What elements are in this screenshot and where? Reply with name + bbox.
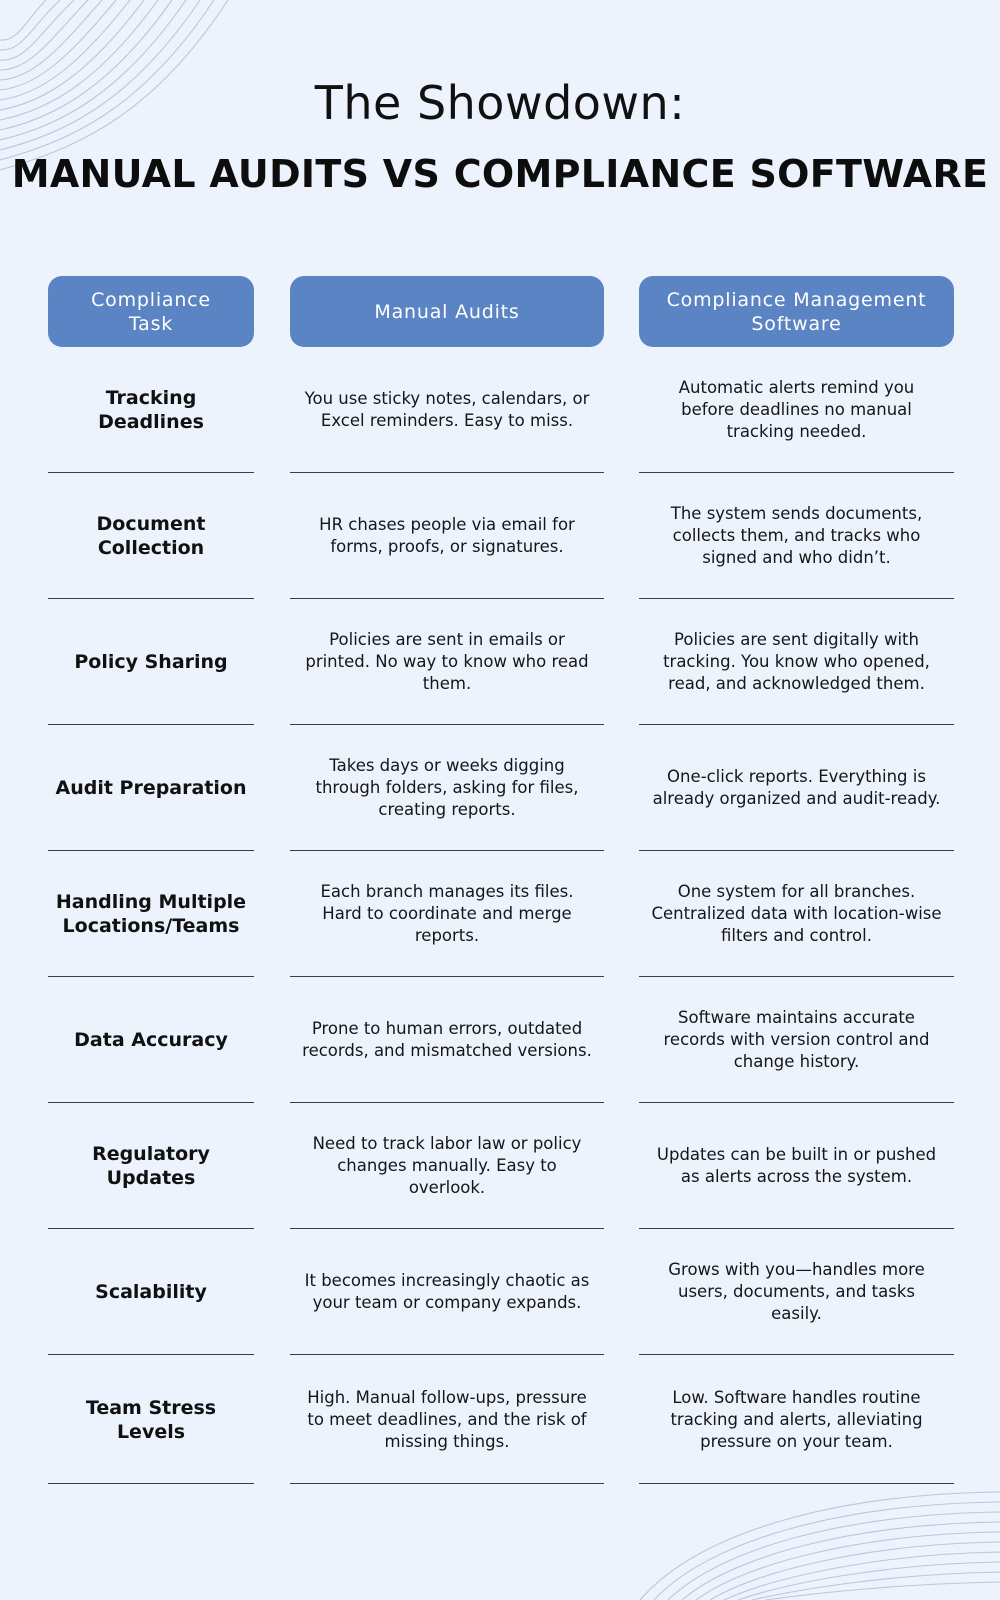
software-cell: One-click reports. Everything is already organized and audit-ready.: [652, 767, 941, 808]
manual-audits-cell: It becomes increasingly chaotic as your team or company expands.: [304, 1271, 590, 1312]
task-cell: Team Stress Levels: [85, 1396, 217, 1443]
task-cell: Tracking Deadlines: [98, 387, 204, 433]
manual-audits-cell: Prone to human errors, outdated records, and mismatched versions.: [302, 1019, 592, 1060]
software-cell: Software maintains accurate records with version control and change history.: [663, 1008, 930, 1071]
task-cell: Data Accuracy: [74, 1029, 228, 1051]
software-cell: Low. Software handles routine tracking and alerts, alleviating pressure on your team.: [670, 1387, 923, 1451]
software-cell: Grows with you—handles more users, documents, and tasks easily.: [668, 1260, 925, 1323]
table-row: [0, 599, 1000, 725]
table-row: [0, 977, 1000, 1103]
task-cell: Regulatory Updates: [92, 1143, 210, 1189]
task-cell: Handling Multiple Locations/Teams: [55, 891, 247, 937]
software-cell: Updates can be built in or pushed as alerts across the system.: [656, 1145, 937, 1186]
table-row: [0, 1103, 1000, 1229]
table-row: [0, 473, 1000, 599]
page-subtitle: MANUAL AUDITS VS COMPLIANCE SOFTWARE: [11, 152, 989, 196]
manual-audits-cell: Policies are sent in emails or printed. No way to know who read them.: [305, 630, 589, 693]
column-header-compliance-task: Compliance Task: [48, 276, 254, 347]
row-divider: [639, 1483, 954, 1485]
task-cell: Policy Sharing: [74, 651, 228, 673]
table-row: [0, 347, 1000, 473]
table-row: [0, 1229, 1000, 1355]
task-cell: Scalability: [95, 1281, 207, 1303]
table-row: [0, 725, 1000, 851]
row-divider: [290, 1483, 604, 1485]
manual-audits-cell: Need to track labor law or policy changes manually. Easy to overlook.: [312, 1134, 582, 1197]
software-cell: Policies are sent digitally with tracking. You know who opened, read, and acknowledged them.: [663, 630, 930, 693]
manual-audits-cell: You use sticky notes, calendars, or Excel reminders. Easy to miss.: [304, 389, 590, 430]
table-row: [0, 1355, 1000, 1484]
software-cell: One system for all branches. Centralized data with location-wise filters and control.: [651, 882, 942, 945]
manual-audits-cell: Each branch manages its files. Hard to coordinate and merge reports.: [320, 882, 574, 945]
decorative-arc-lines-bottom-right: [640, 1490, 1000, 1600]
table-row: [0, 851, 1000, 977]
task-cell: Document Collection: [96, 513, 206, 559]
page-title: The Showdown:: [314, 76, 686, 130]
manual-audits-cell: Takes days or weeks digging through folders, asking for files, creating reports.: [315, 756, 579, 819]
column-header-manual-audits: Manual Audits: [290, 276, 604, 347]
row-divider: [48, 1483, 254, 1485]
manual-audits-cell: HR chases people via email for forms, proofs, or signatures.: [319, 515, 575, 556]
column-header-compliance-software: Compliance Management Software: [639, 276, 954, 347]
software-cell: The system sends documents, collects them, and tracks who signed and who didn’t.: [670, 504, 923, 567]
software-cell: Automatic alerts remind you before deadlines no manual tracking needed.: [678, 378, 915, 441]
manual-audits-cell: High. Manual follow-ups, pressure to meet deadlines, and the risk of missing things.: [307, 1387, 587, 1451]
task-cell: Audit Preparation: [55, 777, 247, 799]
